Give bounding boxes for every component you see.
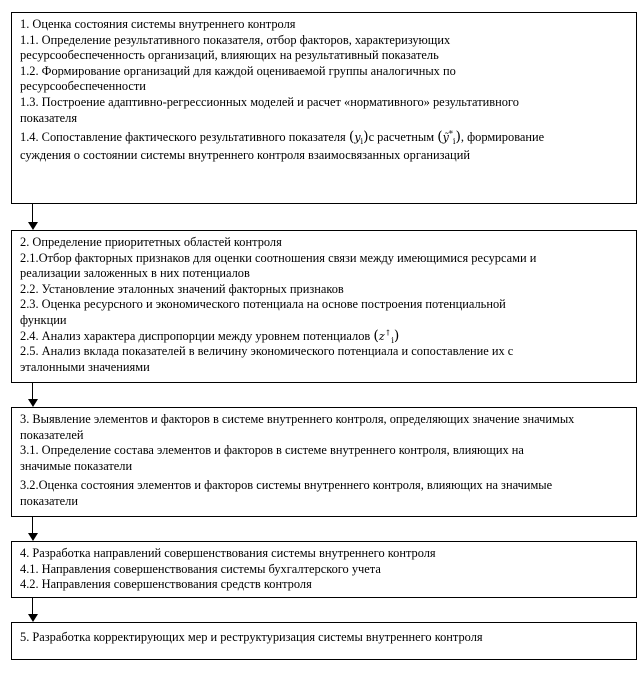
step-3-2-line-1: 3.2.Оценка состояния элементов и факторов системы внутреннего контроля, влияющих на значимые (20, 478, 553, 493)
calculated-indicator-formula: (ỹ*$_i$) (437, 129, 461, 147)
arrow-2-to-3 (27, 383, 39, 407)
step-2-3-line-2: функции (20, 312, 67, 327)
step-3-2-line-2: показатели (20, 493, 78, 508)
step-4-2-line: 4.2. Направления совершенствования средств контроля (20, 577, 312, 592)
step-1-4-line-2: суждения о состоянии системы внутреннего контроля взаимосвязанных организаций (20, 147, 470, 162)
step-2-title: 2. Определение приоритетных областей контроля (20, 235, 282, 249)
step-2-1-line-2: реализации заложенных в них потенциалов (20, 266, 250, 281)
arrow-3-to-4 (27, 517, 39, 541)
step-1-2-line-1: 1.2. Формирование организаций для каждой оцениваемой группы аналогичных по (20, 63, 456, 78)
step-2-box (11, 230, 637, 383)
step-1-3-line-1: 1.3. Построение адаптивно-регрессионных моделей и расчет «нормативного» результативного (20, 94, 519, 109)
step-2-2-line: 2.2. Установление эталонных значений факторных признаков (20, 281, 344, 296)
step-1-2-line-2: ресурсообеспеченности (20, 79, 146, 94)
step-1-4-middle: с расчетным (368, 130, 435, 145)
step-2-5-line-2: эталонными значениями (20, 359, 150, 374)
actual-indicator-formula: $(y_i)$ (348, 129, 369, 147)
step-3-box (11, 407, 637, 517)
step-4-1-line: 4.1. Направления совершенствования системы бухгалтерского учета (20, 561, 381, 576)
step-2-3-line-1: 2.3. Оценка ресурсного и экономического потенциала на основе построения потенциальной (20, 297, 506, 312)
step-2-1-line-1: 2.1.Отбор факторных признаков для оценки соотношения связи между имеющимися ресурсами и (20, 250, 537, 265)
step-2-4-line (20, 329, 630, 345)
step-3-title-line-1: 3. Выявление элементов и факторов в системе внутреннего контроля, определяющих значение значимых (20, 412, 575, 426)
arrow-4-to-5 (27, 598, 39, 622)
step-4-title: 4. Разработка направлений совершенствования системы внутреннего контроля (20, 546, 436, 560)
step-1-title: 1. Оценка состояния системы внутреннего контроля (20, 17, 296, 31)
step-2-4-prefix: 2.4. Анализ характера диспропорции между уровнем потенциалов (20, 328, 371, 343)
step-1-4-prefix: 1.4. Сопоставление фактического результативного показателя (20, 130, 346, 145)
potential-formula: $(z^↑_i)$ (373, 327, 400, 345)
step-2-5-line-1: 2.5. Анализ вклада показателей в величину экономического потенциала и сопоставление их с (20, 344, 514, 359)
step-5-title: 5. Разработка корректирующих мер и реструктуризация системы внутреннего контроля (20, 630, 483, 644)
step-1-box (11, 12, 637, 204)
step-3-1-line-1: 3.1. Определение состава элементов и факторов в системе внутреннего контроля, влияющих на (20, 443, 524, 458)
arrow-1-to-2 (27, 204, 39, 230)
step-1-1-line-1: 1.1. Определение результативного показателя, отбор факторов, характеризующих (20, 32, 451, 47)
step-4-box (11, 541, 637, 598)
step-1-3-line-2: показателя (20, 110, 78, 125)
step-1-1-line-2: ресурсообеспеченность организаций, влияющих на результативный показатель (20, 48, 439, 63)
step-3-title-line-2: показателей (20, 427, 84, 442)
step-5-box (11, 622, 637, 660)
step-1-4-line-1 (20, 130, 630, 146)
step-3-1-line-2: значимые показатели (20, 458, 133, 473)
step-1-4-suffix: , формирование (460, 130, 545, 145)
